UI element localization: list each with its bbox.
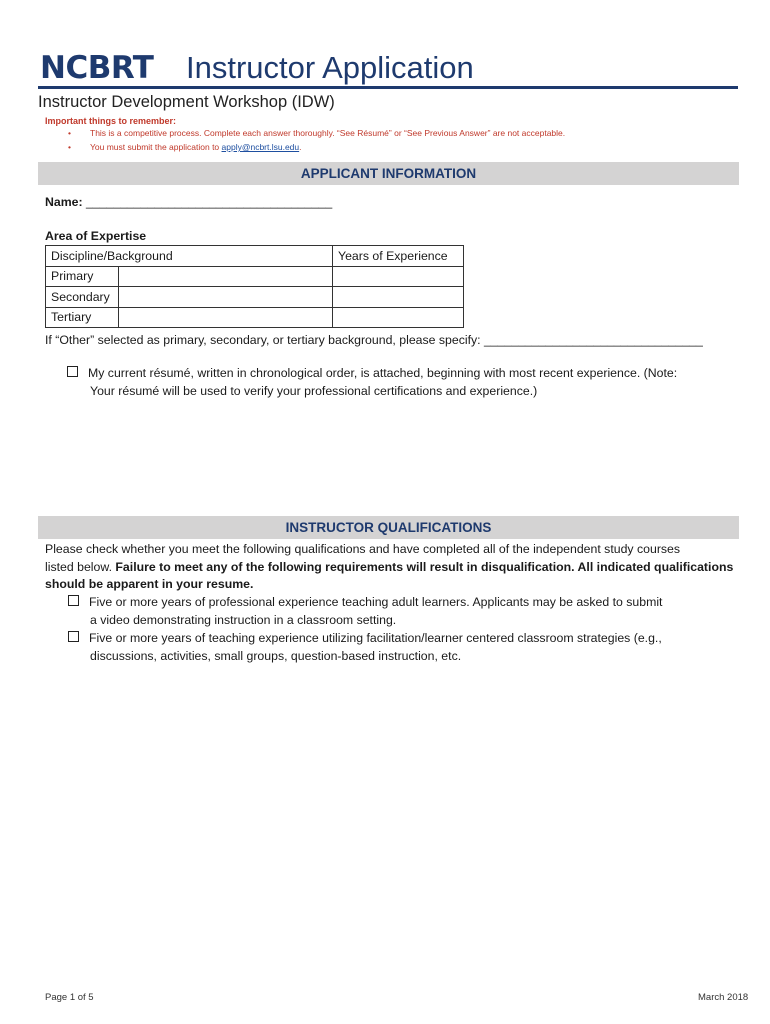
page-number: Page 1 of 5: [45, 992, 94, 1003]
resume-attached-option[interactable]: [67, 365, 727, 400]
intro-line-1: Please check whether you meet the following qualifications and have completed all of the independent study courses: [45, 542, 681, 556]
discipline-header: Discipline/Background: [46, 246, 333, 267]
resume-text-line2: Your résumé will be used to verify your professional certifications and experience.): [90, 383, 538, 398]
area-of-expertise-label: Area of Expertise: [45, 229, 147, 243]
page-subtitle: Instructor Development Workshop (IDW): [38, 93, 335, 111]
other-specify-field[interactable]: If “Other” selected as primary, secondary, or tertiary background, please specify: ________________________________: [45, 333, 703, 347]
important-heading: Important things to remember:: [45, 116, 177, 126]
qualification-option-2[interactable]: [68, 630, 728, 665]
expertise-table: [45, 245, 464, 328]
secondary-discipline-input[interactable]: [119, 287, 333, 308]
important-bullet-2: [68, 141, 302, 153]
tertiary-years-input[interactable]: [333, 307, 464, 328]
apply-email-link[interactable]: apply@ncbrt.lsu.edu: [221, 142, 300, 152]
important-bullet-1: [68, 127, 565, 139]
qualifications-intro: [45, 541, 745, 594]
primary-years-input[interactable]: [333, 266, 464, 287]
bullet-icon: •: [68, 142, 71, 152]
qualification-2-checkbox[interactable]: [68, 631, 79, 642]
row-label-primary: Primary: [46, 266, 119, 287]
qualification-2-line2: discussions, activities, small groups, question-based instruction, etc.: [90, 648, 462, 663]
revision-date: March 2018: [698, 992, 749, 1003]
bullet-icon: •: [68, 128, 71, 138]
instructor-qualifications-heading: INSTRUCTOR QUALIFICATIONS: [38, 516, 739, 539]
tertiary-discipline-input[interactable]: [119, 307, 333, 328]
resume-text-line1: My current résumé, written in chronological order, is attached, beginning with most recent experience. (Note:: [88, 366, 678, 380]
intro-warning-text-cont: should be apparent in your resume.: [45, 577, 254, 591]
applicant-information-heading: APPLICANT INFORMATION: [38, 162, 739, 185]
secondary-years-input[interactable]: [333, 287, 464, 308]
header-rule: [38, 86, 738, 89]
intro-warning-text: Failure to meet any of the following requirements will result in disqualification. All indicated qualifications: [115, 559, 734, 574]
name-field[interactable]: [45, 194, 332, 212]
qualification-2-line1: Five or more years of teaching experience utilizing facilitation/learner centered classroom strategies (e.g.,: [89, 631, 662, 645]
row-label-secondary: Secondary: [46, 287, 119, 308]
intro-plain-text: listed below.: [45, 559, 116, 574]
years-header: Years of Experience: [333, 246, 464, 267]
name-blank[interactable]: ____________________________________: [86, 195, 333, 209]
bullet-text: This is a competitive process. Complete each answer thoroughly. “See Résumé” or “See Previous Answer” are not acceptable.: [90, 128, 566, 138]
primary-discipline-input[interactable]: [119, 266, 333, 287]
table-header-row: [46, 246, 464, 267]
intro-line-3: [45, 576, 745, 594]
ncbrt-logo: NCBRT: [40, 50, 154, 86]
qualification-1-line1: Five or more years of professional experience teaching adult learners. Applicants may be asked to submit: [89, 595, 663, 609]
page-title: Instructor Application: [186, 50, 474, 85]
qualification-option-1[interactable]: [68, 594, 728, 629]
row-label-tertiary: Tertiary: [46, 307, 119, 328]
name-label: Name:: [45, 195, 83, 209]
qualification-1-checkbox[interactable]: [68, 595, 79, 606]
qualification-1-line2: a video demonstrating instruction in a classroom setting.: [90, 612, 397, 627]
bullet-text-suffix: .: [299, 142, 302, 152]
intro-line-2: [45, 559, 745, 577]
table-row: [46, 287, 464, 308]
bullet-text: You must submit the application to: [90, 142, 222, 152]
table-row: [46, 266, 464, 287]
table-row: [46, 307, 464, 328]
resume-checkbox[interactable]: [67, 366, 78, 377]
